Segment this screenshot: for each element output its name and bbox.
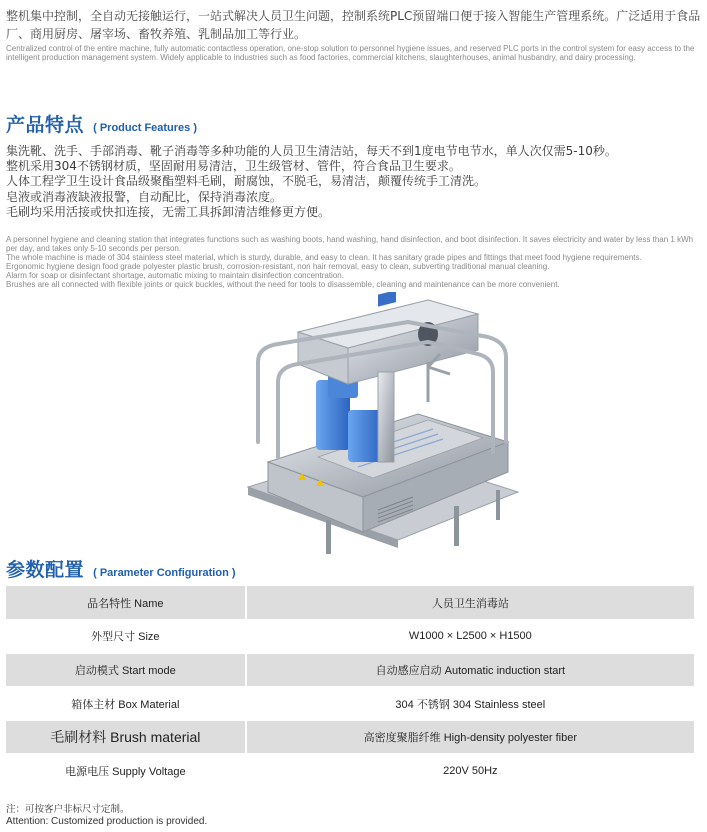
table-row: [6, 754, 695, 788]
intro-text-en: Centralized control of the entire machine, fully automatic contactless operation, one-stop solution to personnel hygiene issues, and reserved PLC ports in the control system for easy access to the intelligent production management system. Widely applicable to industries such as food factories, commercial kitchens, slaughterhouses, animal husbandry, and dairy processing.: [6, 44, 695, 63]
product-photo: [228, 292, 528, 570]
param-label: 电源电压 Supply Voltage: [6, 754, 246, 788]
param-label: 外型尺寸 Size: [6, 620, 246, 654]
intro-text-cn: 整机集中控制，全自动无接触运行，一站式解决人员卫生问题，控制系统PLC预留端口便于接入智能生产管理系统。广泛适用于食品厂、商用厨房、屠宰场、畜牧养殖、乳制品加工等行业。: [6, 9, 701, 41]
features-heading-cn: 产品特点: [6, 114, 85, 136]
param-value: 高密度聚脂纤维 High-density polyester fiber: [246, 720, 695, 754]
feature-line-en: Brushes are all connected with flexible joints or quick buckles, without the need for tools to disassemble, cleaning and maintenance can be more convenient.: [6, 280, 560, 290]
parameter-table: [6, 586, 696, 788]
table-row: [6, 620, 695, 654]
table-row: [6, 586, 695, 620]
note-text-cn: 注：可按客户非标尺寸定制。: [6, 804, 130, 815]
params-heading-en: ( Parameter Configuration ): [93, 567, 236, 579]
param-value: 自动感应启动 Automatic induction start: [246, 653, 695, 687]
param-label: 毛刷材料 Brush material: [6, 720, 246, 754]
param-label: 箱体主材 Box Material: [6, 687, 246, 721]
feature-line-en: The whole machine is made of 304 stainless steel material, which is sturdy, durable, and easy to clean. It has sanitary grade pipes and fittings that meet food hygiene requirements.: [6, 253, 642, 263]
feature-line-cn: 集洗靴、洗手、手部消毒、靴子消毒等多种功能的人员卫生清洁站，每天不到1度电节电节水，单人次仅需5-10秒。: [6, 144, 617, 158]
features-heading-en: ( Product Features ): [93, 122, 198, 134]
features-list-cn: [6, 144, 702, 220]
feature-line-cn: 整机采用304不锈钢材质，坚固耐用易清洁，卫生级管材、管件，符合食品卫生要求。: [6, 159, 461, 174]
table-row: [6, 653, 695, 687]
param-value: 220V 50Hz: [246, 754, 695, 788]
param-label: 启动模式 Start mode: [6, 653, 246, 687]
feature-line-cn: 皂液或消毒液缺液报警，自动配比，保持消毒浓度。: [6, 189, 283, 204]
params-heading-cn: 参数配置: [6, 559, 85, 581]
param-value: 人员卫生消毒站: [246, 586, 695, 620]
note-text-en: Attention: Customized production is provided.: [6, 816, 208, 827]
param-label: 品名特性 Name: [6, 586, 246, 620]
param-value: 304 不锈钢 304 Stainless steel: [246, 687, 695, 721]
feature-line-cn: 毛刷均采用活接或快扣连接，无需工具拆卸清洁维修更方便。: [6, 204, 331, 219]
params-heading: [6, 555, 236, 582]
feature-line-en: Ergonomic hygiene design food grade polyester plastic brush, corrosion-resistant, non hair removal, easy to clean, subverting traditional manual cleaning.: [6, 262, 550, 272]
feature-line-en: A personnel hygiene and cleaning station that integrates functions such as washing boots, hand washing, hand disinfection, and boot disinfection. It saves electricity and water by less than 1 kWh per day, and takes only 5-10 seconds per person.: [6, 235, 694, 254]
table-row: [6, 687, 695, 721]
feature-line-en: Alarm for soap or disinfectant shortage, automatic mixing to maintain disinfection concentration.: [6, 271, 344, 281]
table-row: [6, 720, 695, 754]
features-list-en: [6, 235, 706, 290]
features-heading: [6, 110, 197, 137]
param-value: W1000 × L2500 × H1500: [246, 620, 695, 654]
feature-line-cn: 人体工程学卫生设计食品级聚酯塑料毛刷，耐腐蚀，不脱毛，易清洁，颠覆传统手工清洗。: [6, 174, 487, 189]
